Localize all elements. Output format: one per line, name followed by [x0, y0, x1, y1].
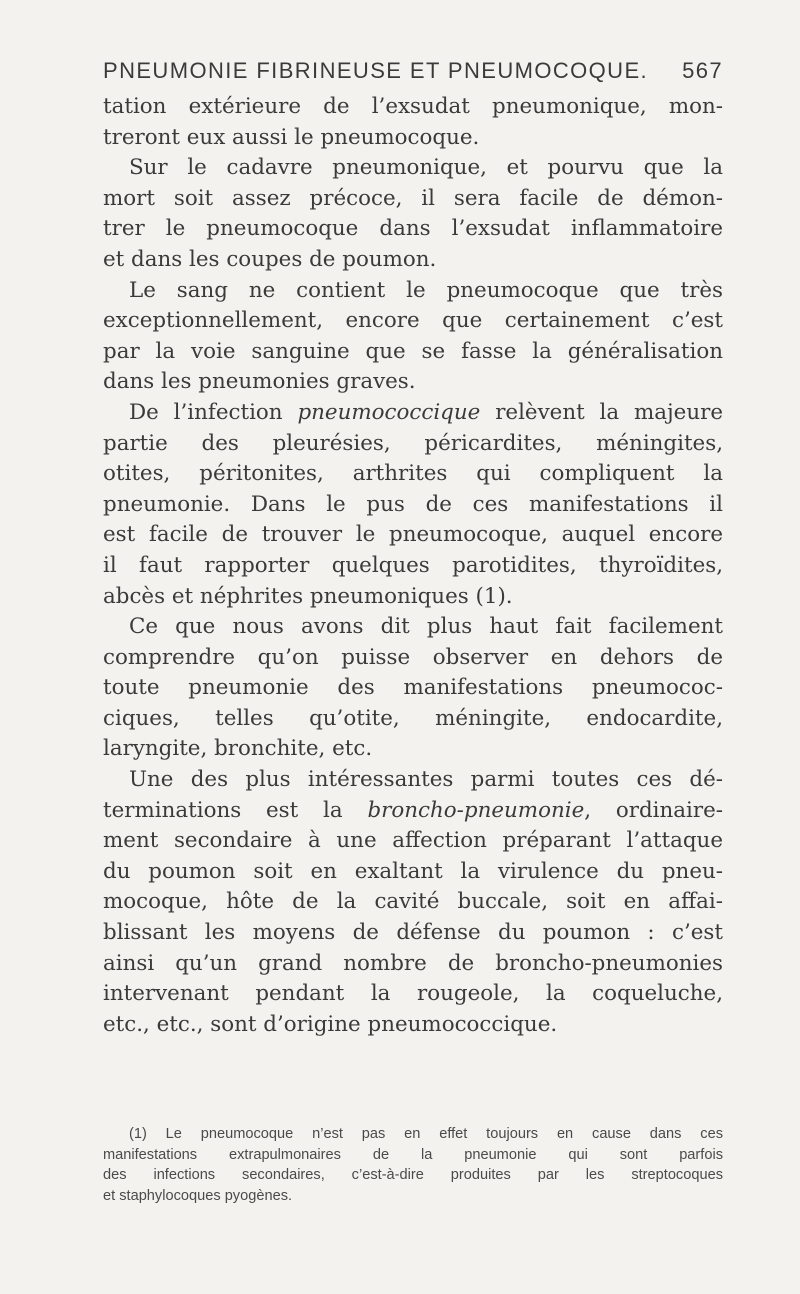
text-line: comprendre qu’on puisse observer en dehors de: [103, 644, 723, 670]
text-line: Une des plus intéressantes parmi toutes ces dé-: [129, 767, 723, 793]
text-line: etc., etc., sont d’origine pneumococcique.: [103, 1011, 558, 1037]
text-line: du poumon soit en exaltant la virulence du pneu-: [103, 858, 723, 884]
text-line: toute pneumonie des manifestations pneumococ-: [103, 675, 723, 701]
text-line: ainsi qu’un grand nombre de broncho-pneumonies: [103, 950, 723, 976]
text-line: par la voie sanguine que se fasse la généralisation: [103, 338, 723, 364]
footnote-line: des infections secondaires, c’est-à-dire produites par les streptocoques: [103, 1167, 723, 1183]
text-line: dans les pneumonies graves.: [103, 369, 416, 395]
text-line: [103, 796, 723, 827]
text-line: [103, 398, 723, 429]
text-line: mocoque, hôte de la cavité buccale, soit en affai-: [103, 889, 723, 915]
text-line: otites, péritonites, arthrites qui compliquent la: [103, 461, 723, 487]
text-line: est facile de trouver le pneumocoque, auquel encore: [103, 522, 723, 548]
text-line: treront eux aussi le pneumocoque.: [103, 124, 480, 150]
text-line: il faut rapporter quelques parotidites, thyroïdites,: [103, 552, 723, 578]
page-number: 567: [682, 58, 723, 83]
text-line: Sur le cadavre pneumonique, et pourvu que la: [129, 155, 723, 181]
text-line: blissant les moyens de défense du poumon : c’est: [103, 920, 723, 946]
text-line: abcès et néphrites pneumoniques (1).: [103, 583, 513, 609]
body-text: [103, 92, 723, 1040]
text-line: et dans les coupes de poumon.: [103, 246, 437, 272]
text-span: relèvent la majeure: [495, 399, 723, 425]
text-span: terminations est la: [103, 797, 343, 823]
italic-term: broncho-pneumonie: [367, 797, 585, 823]
footnote-line: manifestations extrapulmonaires de la pneumonie qui sont parfois: [103, 1146, 723, 1163]
text-span: , ordinaire-: [584, 797, 723, 823]
italic-term: pneumococcique: [297, 399, 481, 425]
running-head: [103, 58, 723, 92]
text-line: laryngite, bronchite, etc.: [103, 736, 373, 762]
footnote-line: (1) Le pneumocoque n’est pas en effet toujours en cause dans ces: [129, 1126, 723, 1142]
text-line: ment secondaire à une affection préparant l’attaque: [103, 828, 723, 854]
text-line: Le sang ne contient le pneumocoque que très: [129, 277, 723, 303]
text-line: exceptionnellement, encore que certainement c’est: [103, 308, 723, 334]
footnote-line: et staphylocoques pyogènes.: [103, 1187, 293, 1204]
text-line: mort soit assez précoce, il sera facile de démon-: [103, 185, 723, 211]
text-line: partie des pleurésies, péricardites, méningites,: [103, 430, 723, 456]
text-line: intervenant pendant la rougeole, la coqueluche,: [103, 981, 723, 1007]
text-line: trer le pneumocoque dans l’exsudat inflammatoire: [103, 216, 723, 242]
text-line: tation extérieure de l’exsudat pneumonique, mon-: [103, 94, 723, 119]
text-line: pneumonie. Dans le pus de ces manifestations il: [103, 491, 723, 517]
text-span: De l’infection: [129, 399, 283, 425]
footnote: [103, 1124, 723, 1206]
text-line: ciques, telles qu’otite, méningite, endocardite,: [103, 705, 723, 731]
text-line: Ce que nous avons dit plus haut fait facilement: [129, 614, 723, 640]
chapter-title: PNEUMONIE FIBRINEUSE ET PNEUMOCOQUE.: [103, 58, 649, 83]
